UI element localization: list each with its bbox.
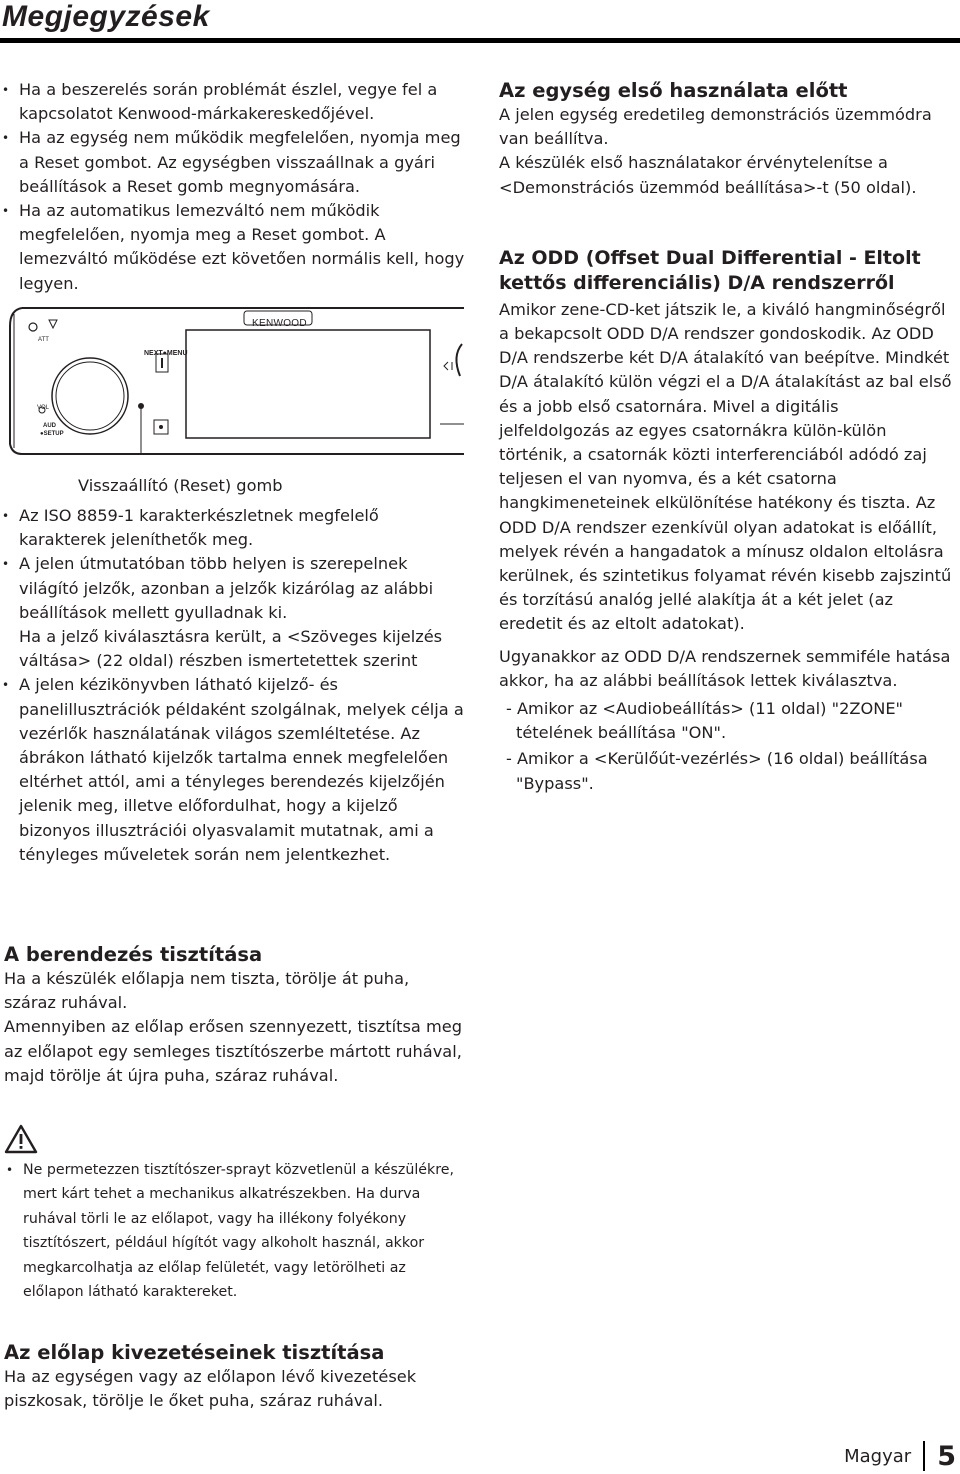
page-number: 5 [937, 1440, 956, 1472]
list-item: • Ha a beszerelés során problémát észlel, vegye fel a kapcsolatot Kenwood-márkakereskedőjével. [0, 78, 468, 126]
list-item-continuation: Ha a jelző kiválasztásra került, a <Szöveges kijelzés váltása> (22 oldal) részben ismertetettek szerint [19, 627, 443, 671]
att-label: ATT [38, 336, 49, 343]
page-footer [844, 1440, 956, 1472]
list-item [0, 552, 468, 673]
aud-label: AUD [43, 422, 56, 429]
list-item: • Ha az automatikus lemezváltó nem működik megfelelően, nyomja meg a Reset gombot. A lemezváltó működése ezt követően normális kell, hogy legyen. [0, 199, 468, 296]
footer-divider [923, 1441, 925, 1471]
cleaning-paragraph-1: Ha a készülék előlapja nem tiszta, törölje át puha, száraz ruhával. [4, 969, 410, 1013]
warning-block [4, 1124, 464, 1304]
connectors-paragraph: Ha az egységen vagy az előlapon lévő kivezetések piszkosak, törölje le őket puha, száraz ruhával. [4, 1367, 417, 1411]
list-item: • Ha az egység nem működik megfelelően, nyomja meg a Reset gombot. Az egységben visszaállnak a gyári beállítások a Reset gomb megnyomására. [0, 126, 468, 199]
setup-label: ●SETUP [40, 430, 64, 437]
cleaning-paragraph-2: Amennyiben az előlap erősen szennyezett, tisztítsa meg az előlapot egy semleges tisztítószerbe mártott ruhával, majd törölje át újra puha, száraz ruhával. [4, 1017, 462, 1085]
list-item: • A jelen kézikönyvben látható kijelző- és panelillusztrációk példaként szolgálnak, melyek célja a vezérlők használatának világos szemléltetése. Az ábrákon látható kijelzők tartalma ennek megfelelően eltérhet attól, ami a tényleges berendezés kijelzőjén jelenik meg, illetve előfordulhat, hogy a kijelző bizonyos illusztrációi olyasvalamit mutatnak, ami a tényleges műveletek során nem jelentkezhet. [0, 673, 468, 867]
warning-triangle-icon [4, 1124, 38, 1154]
next-menu-label: NEXT●MENU [144, 349, 188, 357]
condition-item: - Amikor a <Kerülőút-vezérlés> (16 oldal) beállítása "Bypass". [506, 749, 928, 793]
warning-list [4, 1158, 464, 1304]
connectors-section [4, 1340, 464, 1413]
reset-caption: Visszaállító (Reset) gomb [78, 475, 283, 495]
list-item-text: A jelen útmutatóban több helyen is szerepelnek világító jelzők, azonban a jelzők kizárólag az alábbi beállítások mellett gyulladnak ki. [19, 554, 434, 622]
first-use-paragraph-2: A készülék első használatakor érvénytelenítse a <Demonstrációs üzemmód beállítása>-t (50 oldal). [499, 153, 917, 197]
car-stereo-drawing [0, 306, 464, 456]
device-illustration [0, 306, 464, 456]
cleaning-section [4, 942, 464, 1088]
left-column [0, 78, 468, 867]
odd-paragraph-1: Amikor zene-CD-ket játszik le, a kiváló hangminőségről a bekapcsolt ODD D/A rendszer gondoskodik. Az ODD D/A rendszerbe két D/A átalakító van beépítve. Mindkét D/A átalakító külön végzi el a D/A átalakítást az bal első és a jobb első csatornára. Mivel a digitális jelfeldolgozás az egyes csatornákra külön-külön történik, a csatornák közti interferenciából adódó zaj teljesen el van nyomva, és a két csatorna hangkimeneteinek elkülönítése hatékony és tiszta. Az ODD D/A rendszer ezenkívül olyan adatokat is előállít, melyek révén a hangadatok a mínusz oldalon eltolásra kerülnek, és szintetikus folyamat révén kisebb zajszintű és torzítású analóg jellé alakítja át a két jelet (az eredetit és az eltolt adatokat). [499, 299, 952, 634]
vol-label: VOL [37, 404, 50, 411]
odd-conditions [499, 697, 954, 796]
right-column [499, 78, 954, 796]
notes-list-1 [0, 78, 468, 296]
first-use-heading: Az egység első használata előtt [499, 79, 848, 102]
list-item: • Ne permetezzen tisztítószer-sprayt közvetlenül a készülékre, mert kárt tehet a mechanikus alkatrészekben. Ha durva ruhával törli le az előlapot, vagy ha illékony folyékony tisztítószert, például hígítót vagy alkoholt használ, akkor megkarcolhatja az előlap felületét, vagy letörölheti az előlapon látható karaktereket. [4, 1158, 464, 1304]
brand-label: KENWOOD [252, 317, 307, 329]
odd-paragraph-2: Ugyanakkor az ODD D/A rendszernek semmiféle hatása akkor, ha az alábbi beállítások lettek kiválasztva. [499, 646, 951, 690]
odd-heading: Az ODD (Offset Dual Differential - Eltolt kettős differenciális) D/A rendszerről [499, 246, 921, 294]
cleaning-heading: A berendezés tisztítása [4, 943, 263, 966]
first-use-paragraph-1: A jelen egység eredetileg demonstrációs üzemmódra van beállítva. [499, 105, 932, 149]
title-rule [0, 38, 960, 43]
list-item: • Az ISO 8859-1 karakterkészletnek megfelelő karakterek jeleníthetők meg. [0, 504, 468, 552]
language-label: Magyar [844, 1445, 912, 1467]
connectors-heading: Az előlap kivezetéseinek tisztítása [4, 1341, 385, 1364]
condition-item: - Amikor az <Audiobeállítás> (11 oldal) "2ZONE" tételének beállítása "ON". [506, 699, 903, 743]
page-title: Megjegyzések [2, 0, 210, 33]
notes-list-2 [0, 504, 468, 867]
